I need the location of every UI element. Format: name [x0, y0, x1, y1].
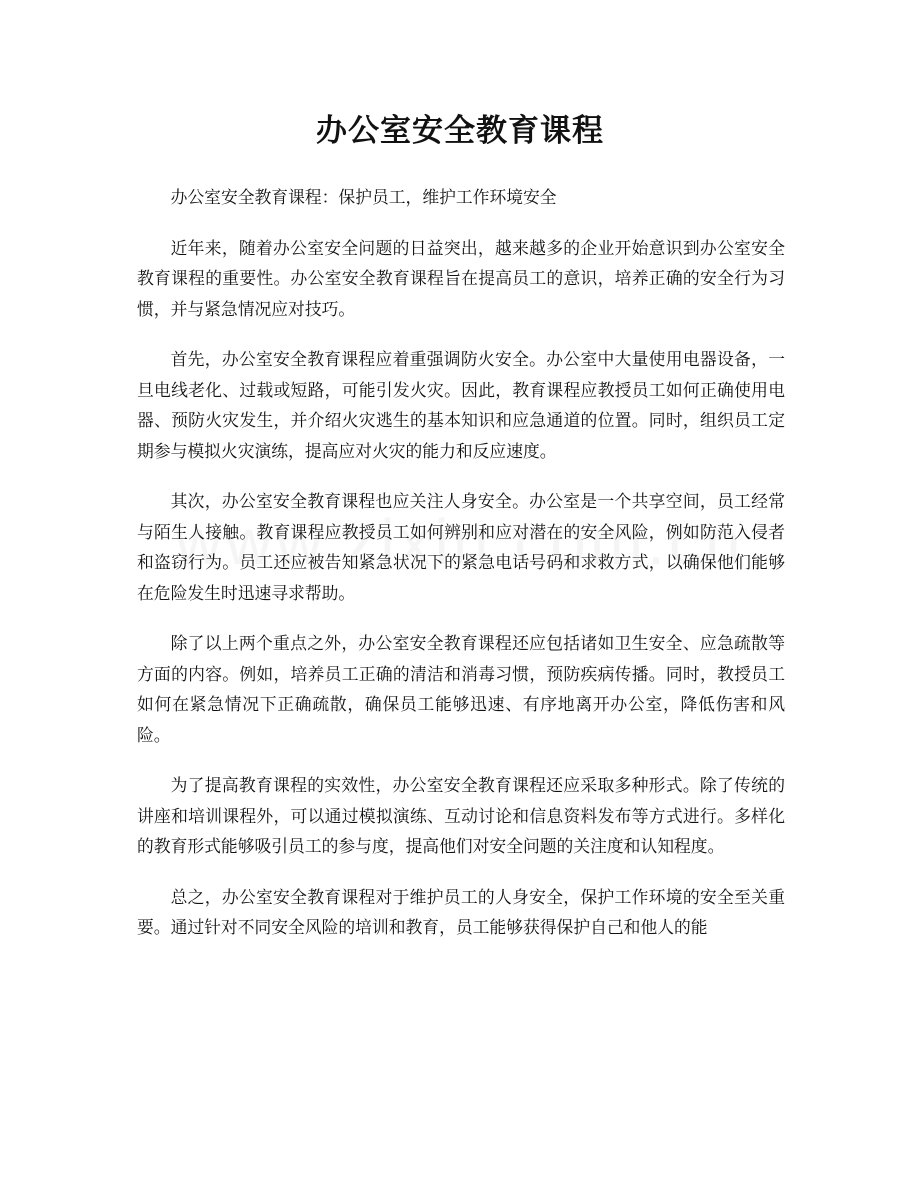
- document-title: 办公室安全教育课程: [316, 113, 604, 149]
- subtitle-paragraph: 办公室安全教育课程：保护员工，维护工作环境安全: [170, 187, 557, 207]
- personal-safety-paragraph: 其次，办公室安全教育课程也应关注人身安全。办公室是一个共享空间，员工经常与陌生人接触。教育课程应教授员工如何辨别和应对潜在的安全风险，例如防范入侵者和盗窃行为。员工还应被告知紧急状况下的紧急电话号码和求救方式，以确保他们能够在危险发生时迅速寻求帮助。: [137, 491, 785, 603]
- training-forms-paragraph: 为了提高教育课程的实效性，办公室安全教育课程还应采取多种形式。除了传统的讲座和培训课程外，可以通过模拟演练、互动讨论和信息资料发布等方式进行。多样化的教育形式能够吸引员工的参与度，提高他们对安全问题的关注度和认知程度。: [137, 775, 785, 856]
- conclusion-paragraph: 总之，办公室安全教育课程对于维护员工的人身安全，保护工作环境的安全至关重要。通过针对不同安全风险的培训和教育，员工能够获得保护自己和他人的能: [137, 886, 785, 937]
- intro-paragraph: 近年来，随着办公室安全问题的日益突出，越来越多的企业开始意识到办公室安全教育课程的重要性。办公室安全教育课程旨在提高员工的意识，培养正确的安全行为习惯，并与紧急情况应对技巧。: [137, 237, 785, 319]
- document-body: [137, 182, 785, 963]
- hygiene-evacuation-paragraph: 除了以上两个重点之外，办公室安全教育课程还应包括诸如卫生安全、应急疏散等方面的内容。例如，培养员工正确的清洁和消毒习惯，预防疾病传播。同时，教授员工如何在紧急情况下正确疏散，确保员工能够迅速、有序地离开办公室，降低伤害和风险。: [137, 633, 785, 745]
- fire-safety-paragraph: 首先，办公室安全教育课程应着重强调防火安全。办公室中大量使用电器设备，一旦电线老化、过载或短路，可能引发火灾。因此，教育课程应教授员工如何正确使用电器、预防火灾发生，并介绍火灾逃生的基本知识和应急通道的位置。同时，组织员工定期参与模拟火灾演练，提高应对火灾的能力和反应速度。: [137, 349, 785, 461]
